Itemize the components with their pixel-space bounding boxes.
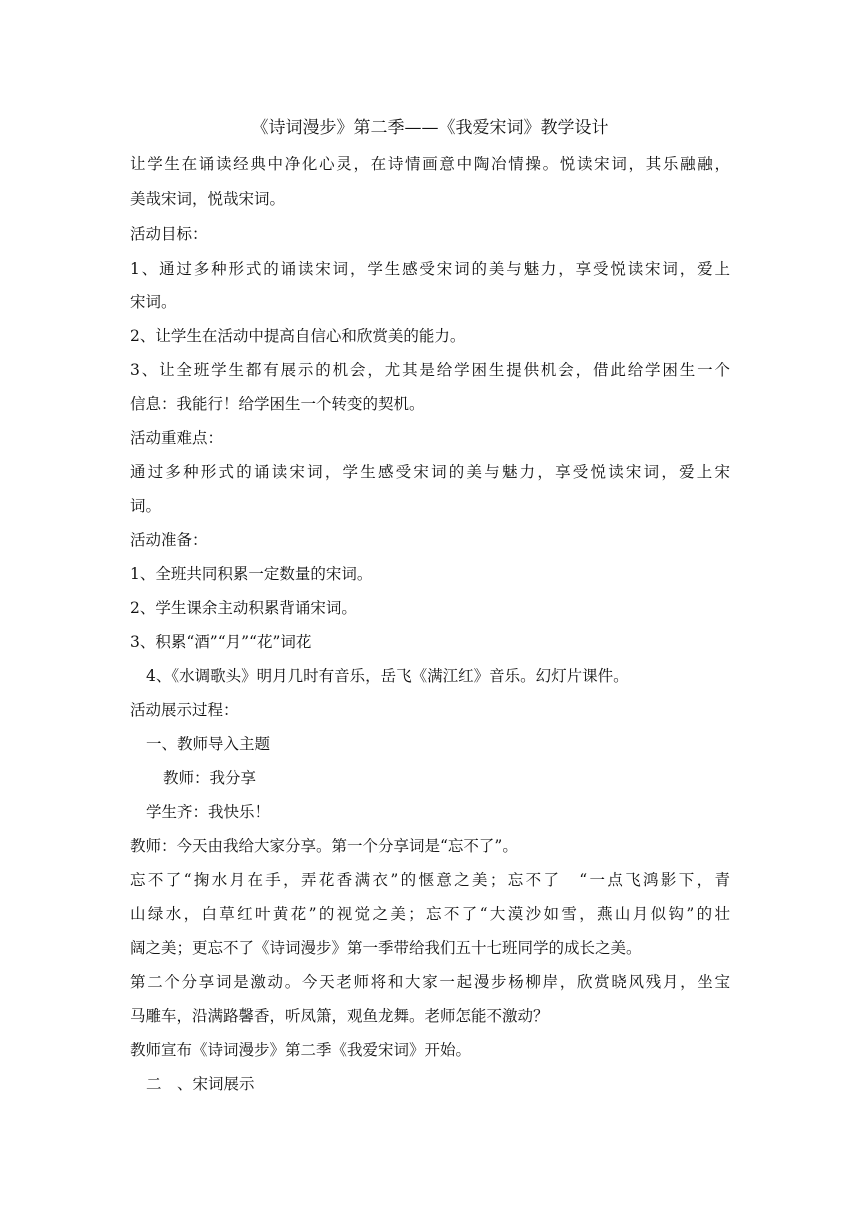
students-line-happy: 学生齐：我快乐！ [146,803,271,821]
section-heading-preparation: 活动准备： [130,531,208,549]
step-1-heading: 一、教师导入主题 [146,735,271,753]
intro-line-2: 美哉宋词，悦哉宋词。 [130,190,286,208]
section-heading-process: 活动展示过程： [130,701,239,719]
goal-1-line-1: 1、通过多种形式的诵读宋词，学生感受宋词的美与魅力，享受悦读宋词，爱上 [130,260,730,278]
teacher-line-first-word: 教师：今天由我给大家分享。第一个分享词是“忘不了”。 [130,837,518,855]
section-heading-goals: 活动目标： [130,225,208,243]
key-points-line-1: 通过多种形式的诵读宋词，学生感受宋词的美与魅力，享受悦读宋词，爱上宋 [130,463,730,481]
unforgettable-line-3: 阔之美；更忘不了《诗词漫步》第一季带给我们五十七班同学的成长之美。 [130,939,642,957]
second-word-line-2: 马雕车，沿满路馨香，听凤箫，观鱼龙舞。老师怎能不激动？ [130,1007,549,1025]
goal-3-line-2: 信息：我能行！给学困生一个转变的契机。 [130,395,425,413]
goal-2: 2、让学生在活动中提高自信心和欣赏美的能力。 [130,327,466,345]
prep-1: 1、全班共同积累一定数量的宋词。 [130,565,373,583]
prep-4: 4、《水调歌头》明月几时有音乐，岳飞《满江红》音乐。幻灯片课件。 [146,667,629,685]
key-points-line-2: 词。 [130,497,162,515]
document-title: 《诗词漫步》第二季——《我爱宋词》教学设计 [251,118,609,138]
goal-3-line-1: 3、让全班学生都有展示的机会，尤其是给学困生提供机会，借此给学困生一个 [130,361,730,379]
intro-line-1: 让学生在诵读经典中净化心灵，在诗情画意中陶冶情操。悦读宋词，其乐融融， [130,155,730,173]
section-heading-key-points: 活动重难点： [130,429,224,447]
prep-3: 3、积累“酒”“月”“花”词花 [130,633,312,651]
unforgettable-line-1: 忘不了“掬水月在手，弄花香满衣”的惬意之美；忘不了 “一点飞鸿影下，青 [130,871,730,889]
second-word-line-1: 第二个分享词是激动。今天老师将和大家一起漫步杨柳岸，欣赏晓风残月，坐宝 [130,973,730,991]
teacher-announcement: 教师宣布《诗词漫步》第二季《我爱宋词》开始。 [130,1041,472,1059]
step-2-heading: 二 、宋词展示 [146,1075,255,1093]
prep-2: 2、学生课余主动积累背诵宋词。 [130,599,357,617]
goal-1-line-2: 宋词。 [130,293,177,311]
unforgettable-line-2: 山绿水，白草红叶黄花”的视觉之美；忘不了“大漠沙如雪，燕山月似钩”的壮 [130,905,730,923]
teacher-line-share: 教师：我分享 [163,769,257,787]
